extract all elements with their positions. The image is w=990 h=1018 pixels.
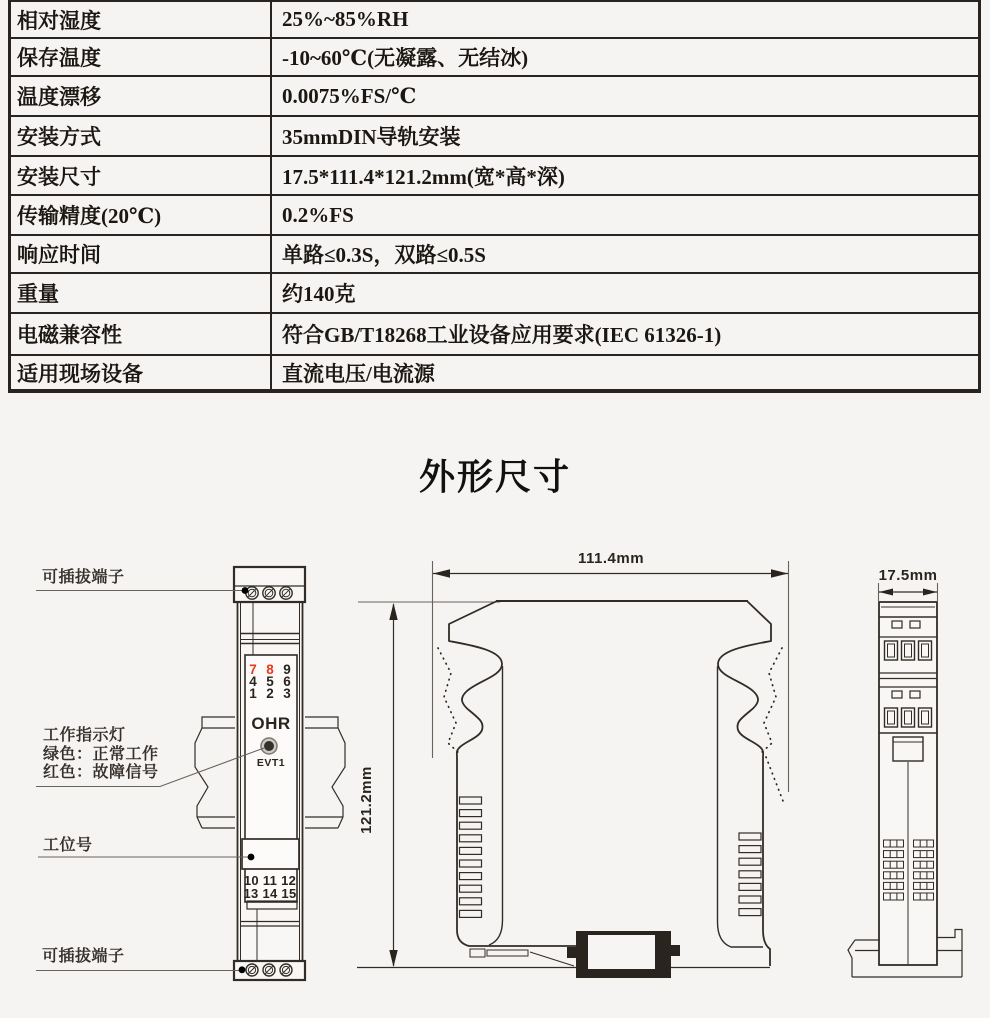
dimension-width: [433, 550, 788, 578]
spec-label: 传输精度(20℃): [17, 204, 162, 228]
spec-label: 电磁兼容性: [17, 323, 122, 347]
module-profile-left: [449, 601, 576, 946]
din-rail-edge-left: [195, 717, 235, 828]
pin-numbers-row: 13 14 15: [243, 886, 297, 901]
din-clip: [567, 931, 680, 978]
spec-value: 25%~85%RH: [282, 7, 409, 31]
table-row: [11, 115, 978, 155]
pin-number: 6: [283, 674, 291, 689]
table-row: [11, 354, 978, 389]
callout-indicator-green: 绿色：正常工作: [43, 746, 159, 763]
callout-terminal-bottom: 可插拔端子: [42, 948, 125, 965]
pin-numbers-row: 10 11 12: [243, 873, 297, 888]
dimension-width-label: 111.4mm: [577, 550, 645, 567]
indicator-name: EVT1: [256, 757, 286, 769]
spec-value: 0.0075%FS/℃: [282, 84, 417, 108]
side-view: [357, 550, 789, 978]
dimension-depth: [879, 567, 938, 601]
spec-value: 直流电压/电流源: [282, 361, 435, 386]
spec-label: 相对湿度: [17, 8, 101, 33]
module-profile-right: [718, 601, 771, 966]
din-latch-details: [470, 949, 574, 966]
spec-table: [8, 0, 981, 393]
pin-numbers-top: [249, 662, 291, 701]
vent-slats-left: [460, 797, 482, 917]
spec-label: 适用现场设备: [17, 361, 143, 386]
table-row: [11, 2, 978, 37]
pin-number: 2: [266, 686, 274, 701]
pin-number: 5: [266, 674, 274, 689]
callout-terminal-top: 可插拔端子: [42, 569, 125, 586]
table-row: [11, 272, 978, 312]
spec-value: 0.2%FS: [282, 202, 354, 227]
status-indicator-led: [261, 738, 277, 754]
spec-label: 响应时间: [17, 243, 101, 267]
terminal-block-top: [234, 567, 305, 602]
dimension-height-label: 121.2mm: [358, 766, 375, 834]
dimension-height: [358, 603, 398, 967]
pin-number: 8: [266, 662, 274, 677]
dimension-depth-label: 17.5mm: [878, 567, 938, 584]
table-row: [11, 75, 978, 115]
table-row: [11, 194, 978, 234]
end-view: [848, 567, 962, 977]
spec-value: 单路≤0.3S，双路≤0.5S: [282, 243, 486, 267]
callout-indicator-red: 红色：故障信号: [43, 764, 159, 781]
front-view: [36, 567, 345, 980]
spec-value: 约140克: [282, 282, 356, 306]
table-row: [11, 37, 978, 75]
table-row: [11, 234, 978, 272]
section-title: 外形尺寸: [418, 456, 571, 497]
din-rail-edge-right: [305, 717, 345, 828]
spec-label: 安装方式: [17, 125, 101, 149]
pin-number: 3: [283, 686, 291, 701]
callout-indicator-title: 工作指示灯: [43, 727, 126, 744]
spec-label: 保存温度: [17, 46, 101, 70]
pin-number: 7: [249, 662, 257, 677]
spec-label: 重量: [17, 282, 59, 306]
spec-value: -10~60℃(无凝露、无结冰): [282, 46, 529, 70]
pin-number: 4: [249, 674, 257, 689]
pin-number: 9: [283, 662, 291, 677]
spec-value: 35mmDIN导轨安装: [282, 125, 461, 149]
spec-label: 温度漂移: [17, 85, 101, 109]
pin-number: 1: [249, 686, 257, 701]
spec-value: 符合GB/T18268工业设备应用要求(IEC 61326-1): [282, 323, 722, 347]
callout-station-tag: 工位号: [43, 837, 93, 854]
vent-slats-right: [739, 833, 761, 916]
spec-value: 17.5*111.4*121.2mm(宽*高*深): [282, 164, 565, 189]
spec-label: 安装尺寸: [17, 164, 101, 189]
table-row: [11, 155, 978, 194]
brand-logo: OHR: [251, 714, 291, 733]
outline-drawing: [0, 540, 990, 1018]
table-row: [11, 312, 978, 354]
